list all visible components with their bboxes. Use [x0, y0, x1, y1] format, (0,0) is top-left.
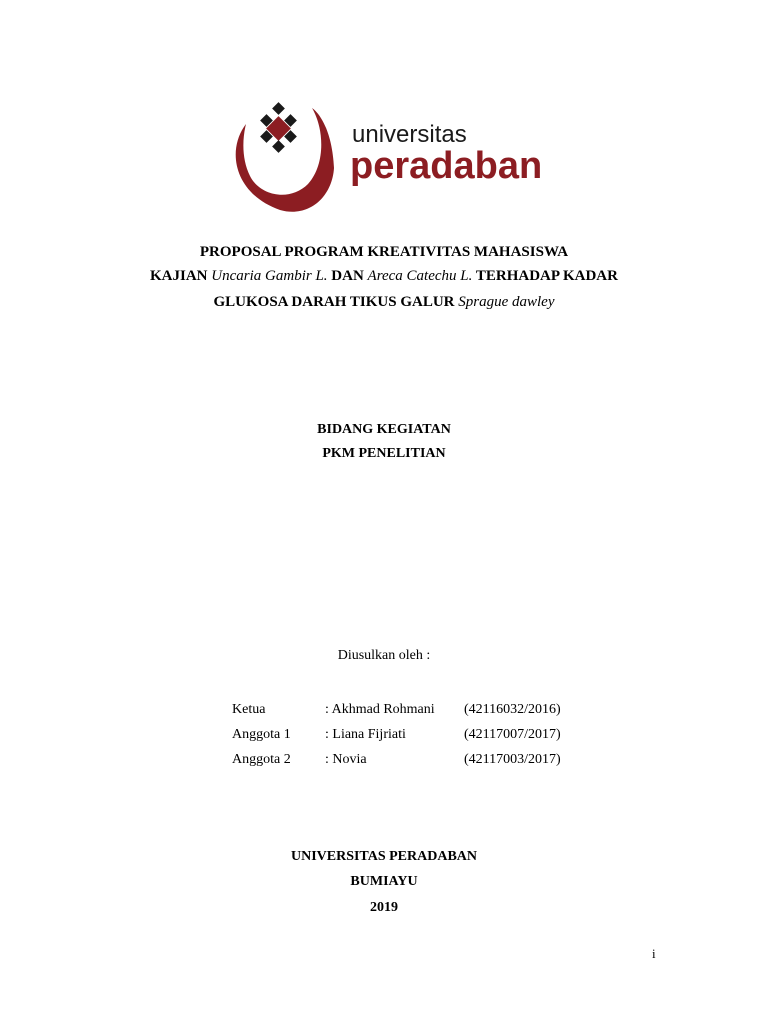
table-row [232, 722, 561, 747]
title-line-2 [0, 268, 768, 285]
title-line-3-part-a: GLUKOSA DARAH TIKUS GALUR [213, 294, 459, 310]
title-line-2-species-2: Areca Catechu L. [367, 268, 473, 284]
title-line-2-species-1: Uncaria Gambir L. [211, 268, 328, 284]
title-line-2-part-a: KAJIAN [150, 268, 212, 284]
footer-city: BUMIAYU [350, 874, 418, 889]
member-name: : Novia [325, 751, 367, 767]
title-line-3-species: Sprague dawley [458, 294, 555, 310]
member-name: : Akhmad Rohmani [325, 701, 435, 717]
field-value: PKM PENELITIAN [322, 446, 446, 461]
table-row [232, 697, 561, 722]
page-number: i [652, 946, 656, 961]
field-label: BIDANG KEGIATAN [317, 422, 451, 437]
member-id: (42117003/2017) [464, 751, 561, 767]
footer-university: UNIVERSITAS PERADABAN [290, 849, 478, 864]
member-role: Anggota 1 [232, 726, 291, 742]
title-line-2-part-e: TERHADAP KADAR [472, 268, 618, 284]
footer-year: 2019 [370, 900, 398, 915]
member-name: : Liana Fijriati [325, 726, 406, 742]
ornament-icon [260, 102, 297, 153]
member-id: (42116032/2016) [464, 701, 561, 717]
member-role: Anggota 2 [232, 751, 291, 767]
member-table [232, 697, 561, 772]
proposed-by: Diusulkan oleh : [337, 648, 431, 663]
logo-line1: universitas [352, 121, 467, 148]
logo-line2: peradaban [350, 145, 543, 187]
title-line-1: PROPOSAL PROGRAM KREATIVITAS MAHASISWA [199, 244, 569, 260]
member-role: Ketua [232, 701, 266, 717]
title-line-3 [0, 294, 768, 311]
university-logo [228, 98, 578, 214]
title-line-2-part-c: DAN [327, 268, 368, 284]
member-id: (42117007/2017) [464, 726, 561, 742]
table-row [232, 747, 561, 772]
